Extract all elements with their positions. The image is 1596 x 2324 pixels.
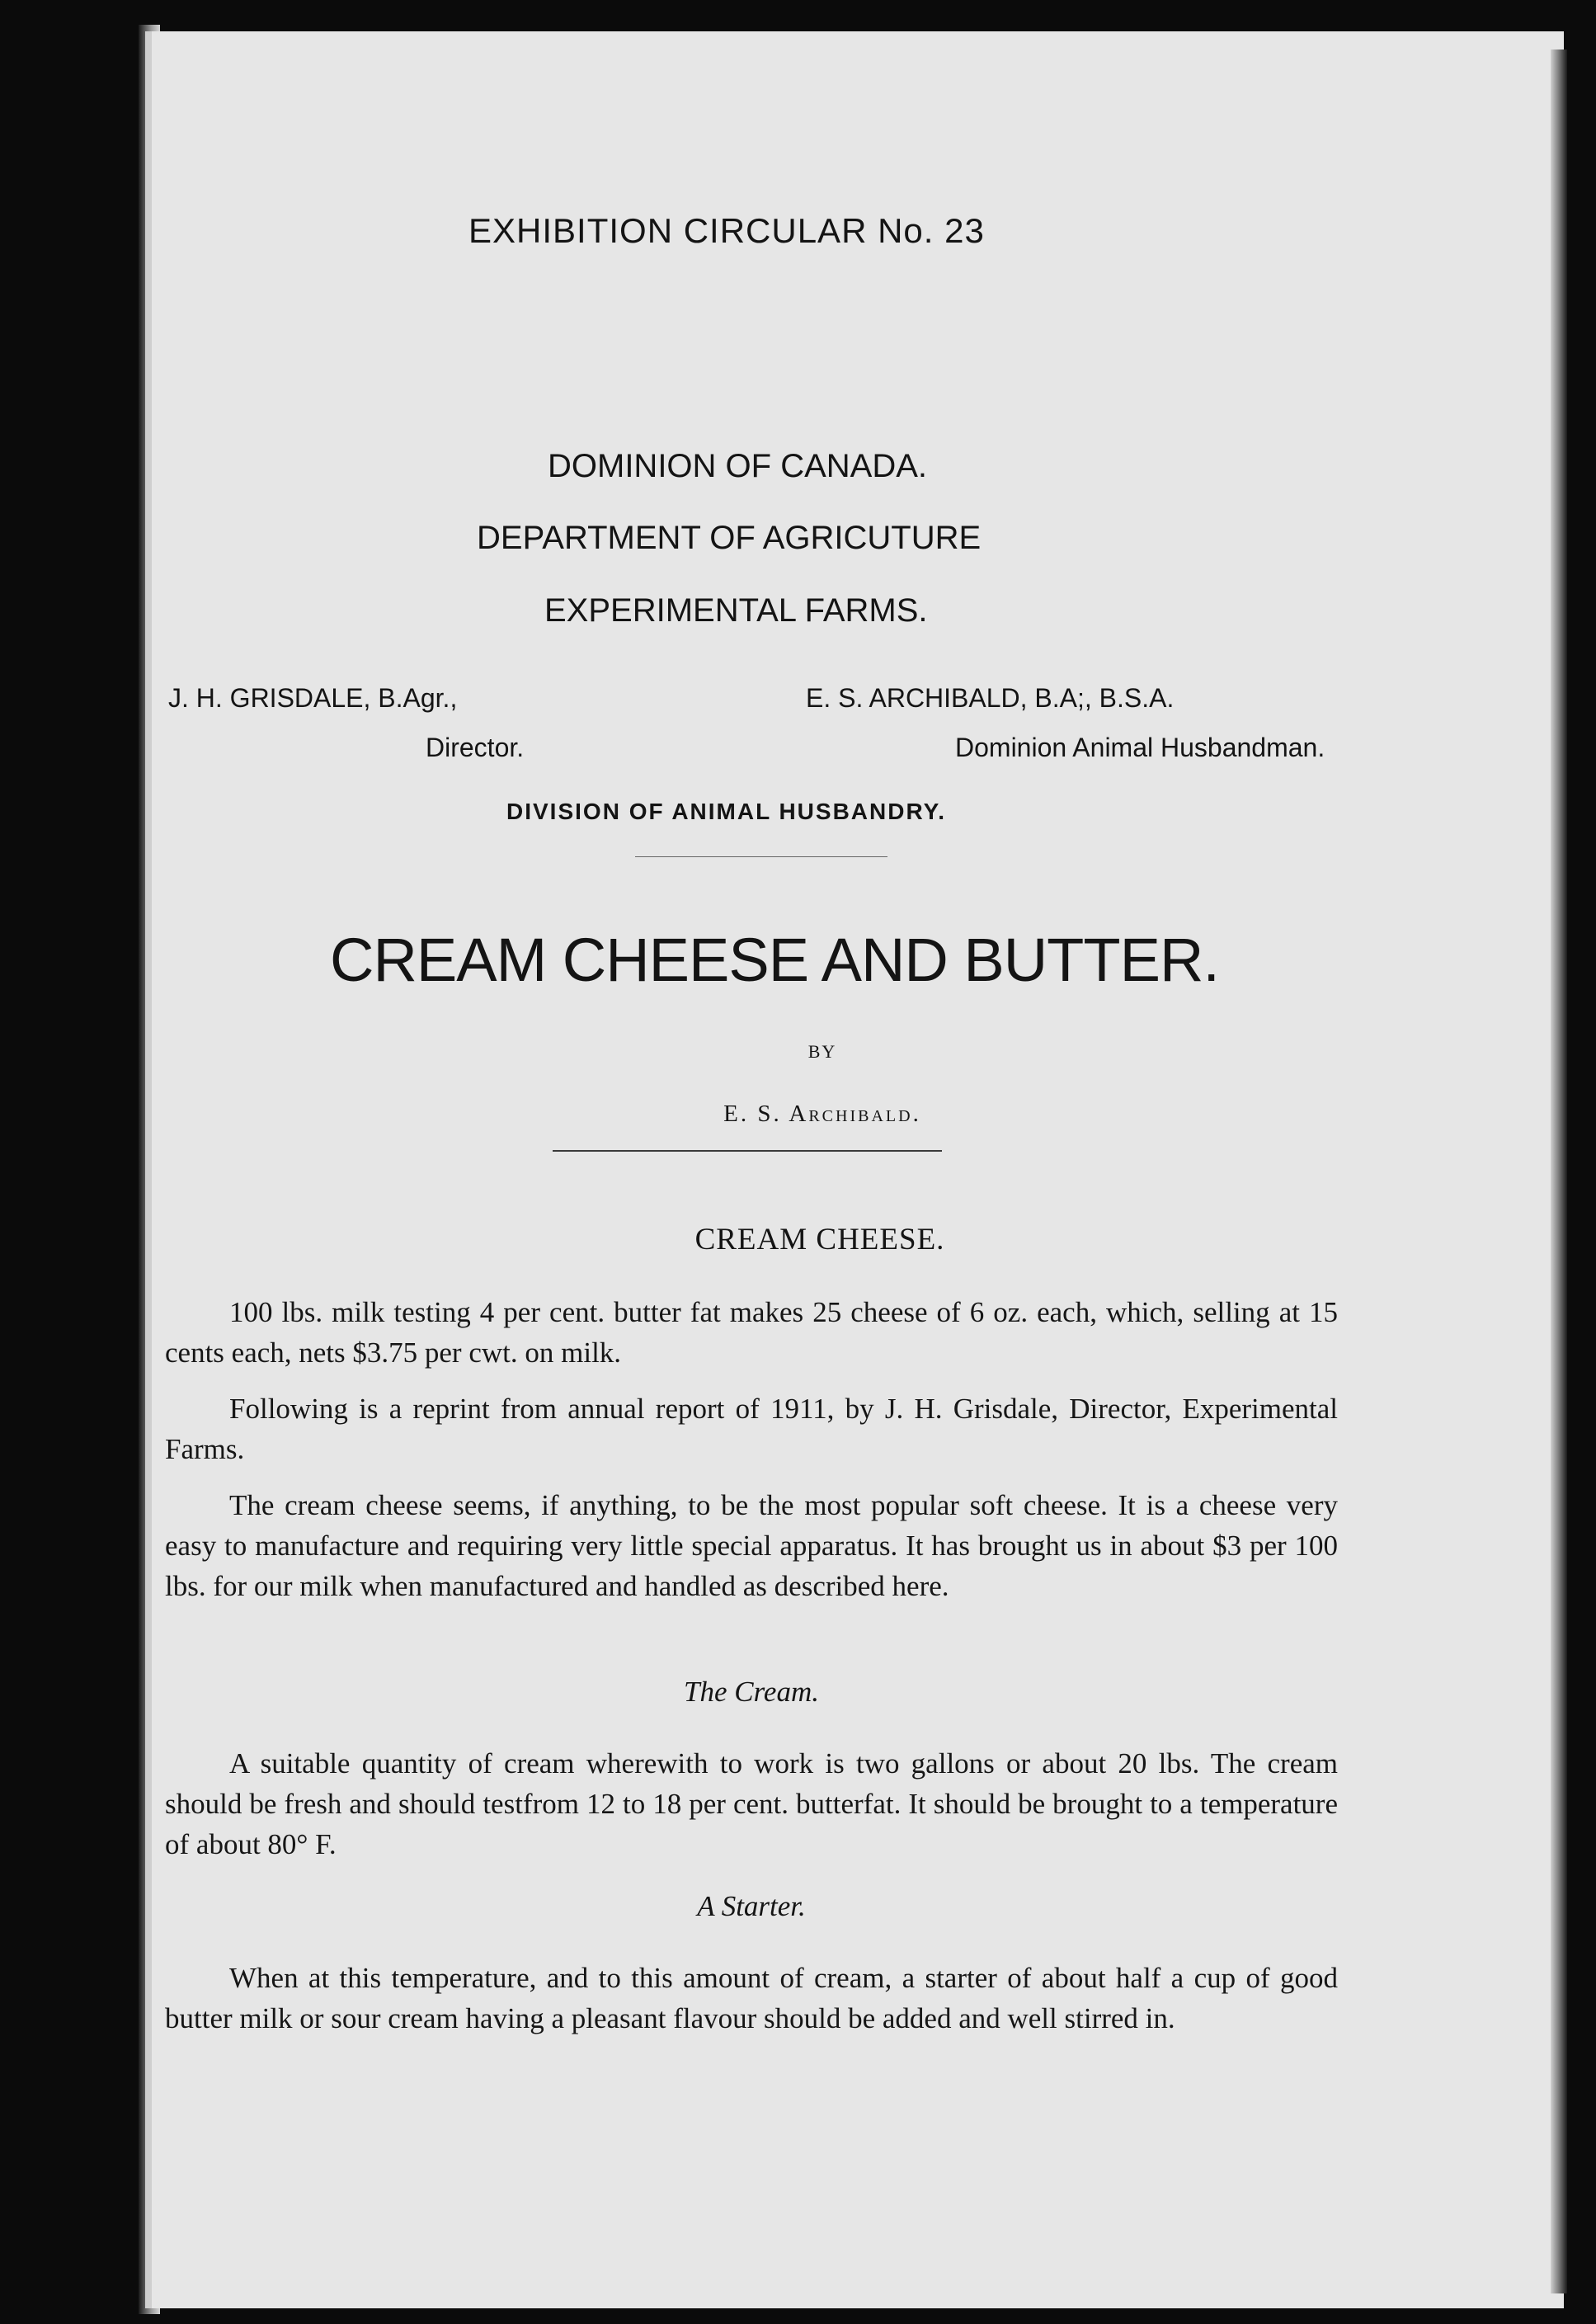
director-name: J. H. GRISDALE, B.Agr., (168, 683, 458, 713)
division-heading: DIVISION OF ANIMAL HUSBANDRY. (506, 799, 946, 824)
subheading-the-cream (165, 1676, 1338, 1709)
byline-by: BY (807, 1041, 837, 1062)
director-role: Director. (426, 733, 525, 762)
dominion-heading: DOMINION OF CANADA. (548, 448, 928, 484)
paragraph-starter: When at this temperature, and to this amount of cream, a starter of about half a cup of good butter milk or sour cream having a pleasant flavour should be added and well stirred in. (165, 1962, 1338, 2034)
husbandman-name: E. S. ARCHIBALD, B.A;, B.S.A. (806, 683, 1175, 713)
subheading-a-starter (165, 1890, 1338, 1923)
subheading-a-starter-text: A Starter. (697, 1890, 806, 1922)
article-title: CREAM CHEESE AND BUTTER. (330, 926, 1219, 994)
page-right-edge (1551, 49, 1567, 2293)
byline-author: E. S. Archibald. (723, 1101, 921, 1127)
document-page (145, 31, 1564, 2308)
paragraph-reprint-note: Following is a reprint from annual report of 1911, by J. H. Grisdale, Director, Experimental Farms. (165, 1393, 1338, 1465)
circular-title: EXHIBITION CIRCULAR No. 23 (468, 211, 985, 250)
paragraph-cream-cheese-intro: The cream cheese seems, if anything, to be the most popular soft cheese. It is a cheese very easy to manufacture and requiring very little special apparatus. It has brought us in about $3 per 100 lbs. for our milk when manufactured and handled as described here. (165, 1489, 1338, 1602)
divider-rule-top (635, 856, 887, 857)
department-heading: DEPARTMENT OF AGRICUTURE (477, 520, 982, 556)
husbandman-role: Dominion Animal Husbandman. (955, 733, 1325, 762)
subheading-the-cream-text: The Cream. (684, 1676, 819, 1708)
paragraph-cream: A suitable quantity of cream wherewith to work is two gallons or about 20 lbs. The cream should be fresh and should testfrom 12 to 18 per cent. butterfat. It should be brought to a temperature of about 80° F. (165, 1747, 1338, 1860)
divider-rule-author (553, 1150, 942, 1152)
farms-heading: EXPERIMENTAL FARMS. (544, 592, 928, 629)
paragraph-milk-yield: 100 lbs. milk testing 4 per cent. butter fat makes 25 cheese of 6 oz. each, which, selling at 15 cents each, nets $3.75 per cwt. on milk. (165, 1296, 1338, 1369)
section-heading-cream-cheese: CREAM CHEESE. (694, 1223, 945, 1256)
